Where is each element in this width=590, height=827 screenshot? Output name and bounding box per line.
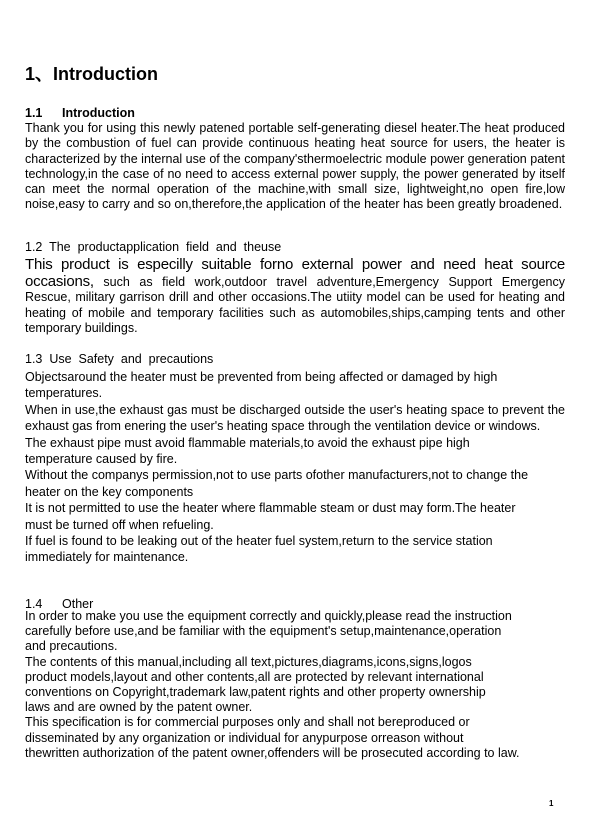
section-1-1-number: 1.1 xyxy=(25,106,43,120)
safety-item: When in use,the exhaust gas must be discharged outside the user's heating space to prevent the exhaust gas from enering the user's heating space through the ventilation device or windows. xyxy=(25,402,565,434)
safety-item: Without the companys permission,not to use parts ofother manufacturers,not to change the heater on the key components xyxy=(25,468,529,499)
section-1-4-title: Other xyxy=(62,597,94,611)
safety-item: If fuel is found to be leaking out of the heater fuel system,return to the service station immediately for maintenance. xyxy=(25,534,493,565)
other-line: product models,layout and other contents,all are protected by relevant international xyxy=(25,669,484,684)
section-1-4-number: 1.4 xyxy=(25,597,43,611)
other-line: thewritten authorization of the patent owner,offenders will be prosecuted according to law. xyxy=(25,745,520,760)
section-1-1-heading xyxy=(25,106,565,121)
page-title: 1、Introduction xyxy=(25,64,158,84)
section-1-2-body: such as field work,outdoor travel adventure,Emergency Support Emergency Rescue, military garrison drill and other occasions.The utiity model can be used for heating and heating of mobile and temporary facilities such as automobiles,ships,camping tents and other temporary buildings. xyxy=(25,274,565,336)
section-1-3 xyxy=(25,352,565,566)
section-1-4-text xyxy=(25,609,565,761)
section-1-4 xyxy=(25,597,565,761)
section-1-1 xyxy=(25,106,565,213)
other-line: carefully before use,and be familiar with the equipment's setup,maintenance,operation xyxy=(25,624,502,639)
section-1-2-heading: 1.2 The productapplication field and theuse xyxy=(25,240,282,254)
other-line: and precautions. xyxy=(25,639,118,654)
section-1-2-text xyxy=(25,257,565,337)
section-1-2 xyxy=(25,240,565,337)
safety-item: It is not permitted to use the heater where flammable steam or dust may form.The heater must be turned off when refueling. xyxy=(25,501,516,532)
section-1-2-lead: This product is especilly suitable forno external power and need heat source occasions, xyxy=(25,256,565,290)
safety-item: Objectsaround the heater must be prevented from being affected or damaged by high temperatures. xyxy=(25,370,498,401)
other-line: laws and are owned by the patent owner. xyxy=(25,700,253,715)
other-line: disseminated by any organization or individual for anypurpose orreason without xyxy=(25,730,464,745)
other-line: This specification is for commercial purposes only and shall not bereproduced or xyxy=(25,715,470,730)
other-line: The contents of this manual,including all text,pictures,diagrams,icons,signs,logos xyxy=(25,654,472,669)
other-line: conventions on Copyright,trademark law,patent rights and other property ownership xyxy=(25,685,486,700)
section-1-1-text: Thank you for using this newly patened portable self-generating diesel heater.The heat produced by the combustion of fuel can provide continuous heating heat source for users, the heater is characterized by the internal use of the company'sthermoelectric module power generation patent technology,in the case of no need to access external power supply, the power generated by itself can meet the normal operation of the machine,with small size, lightweight,no open fire,low noise,easy to carry and so on,therefore,the application of the heater has been greatly broadened. xyxy=(25,121,565,212)
other-line: In order to make you use the equipment correctly and quickly,please read the instruction xyxy=(25,609,512,623)
safety-item: The exhaust pipe must avoid flammable materials,to avoid the exhaust pipe high temperature caused by fire. xyxy=(25,435,470,467)
page-number: 1 xyxy=(549,799,554,808)
section-1-3-heading: 1.3 Use Safety and precautions xyxy=(25,352,214,366)
section-1-1-title: Introduction xyxy=(62,106,135,120)
